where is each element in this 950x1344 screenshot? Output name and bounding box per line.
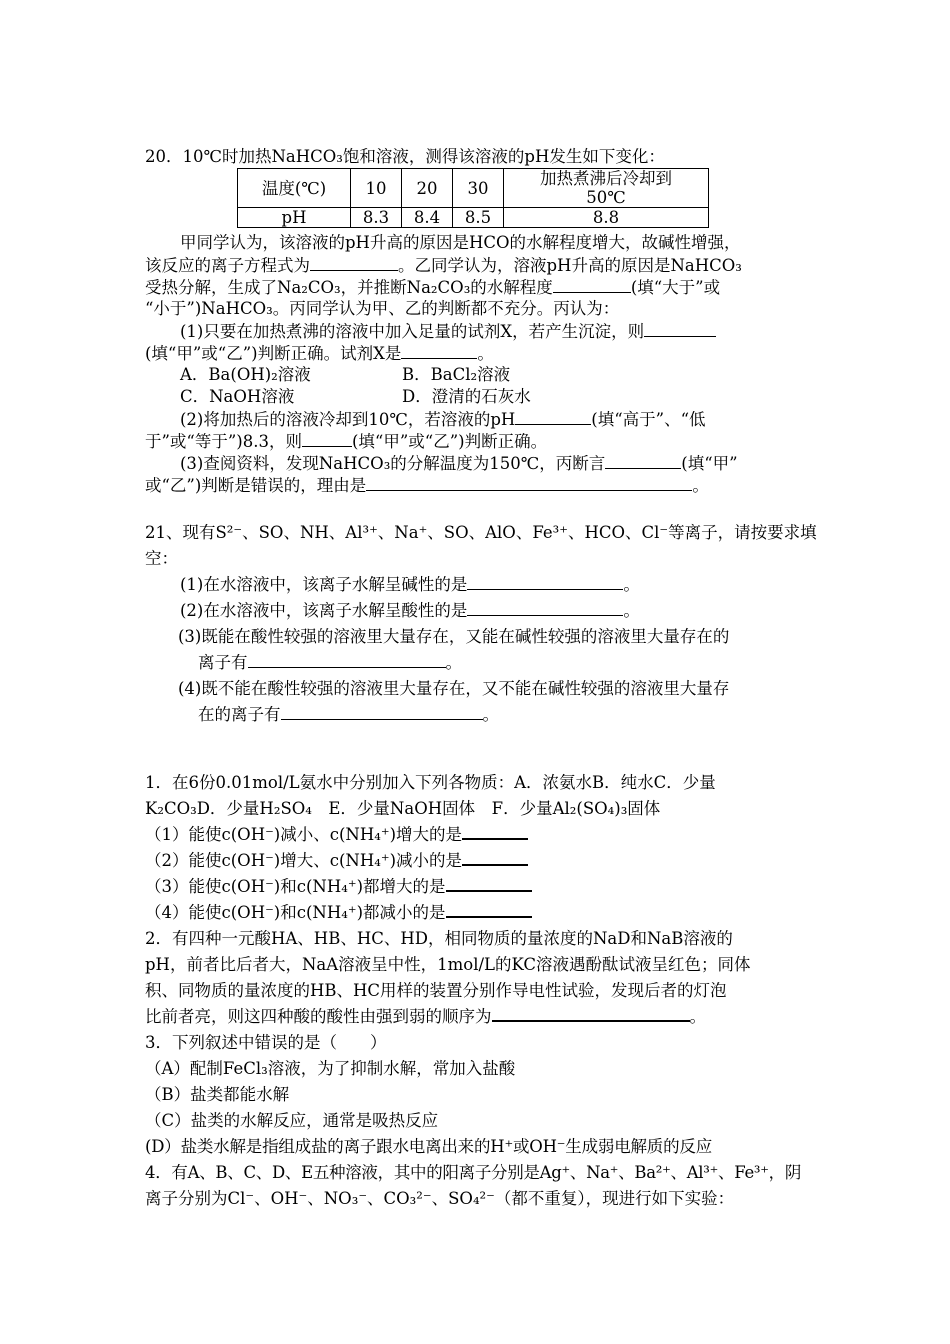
answer-blank[interactable] [644,320,716,337]
answer-blank[interactable] [462,822,528,840]
p3-option-b: （B）盐类都能水解 [145,1085,290,1104]
q20-options-cd: C．NaOH溶液 D．澄清的石灰水 [180,387,531,406]
answer-blank[interactable] [366,474,692,491]
ph-30: 8.5 [453,208,504,228]
answer-blank[interactable] [446,900,532,918]
p3-option-d: (D）盐类水解是指组成盐的离子跟水电离出来的H⁺或OH⁻生成弱电解质的反应 [145,1137,712,1156]
p2-line-3: 积、同物质的量浓度的HB、HC用样的装置分别作导电性试验，发现后者的灯泡 [145,981,727,1000]
q20-sub-3: (3)查阅资料，发现NaHCO₃的分解温度为150℃，丙断言 (填“甲” [180,454,738,473]
q21-sub-3: (3)既能在酸性较强的溶液里大量存在，又能在碱性较强的溶液里大量存在的 [178,627,730,646]
answer-blank[interactable] [302,430,352,447]
q21-sub-2: (2)在水溶液中，该离子水解呈酸性的是 。 [180,601,640,620]
q20-para-3: 受热分解，生成了Na₂CO₃，并推断Na₂CO₃的水解程度 (填“大于”或 [145,278,721,297]
temp-header: 温度(℃) [238,169,351,208]
p1-line-1: 1．在6份0.01mol/L氨水中分别加入下列各物质：A．浓氨水B．纯水C．少量 [145,773,716,792]
p3-option-c: （C）盐类的水解反应，通常是吸热反应 [145,1111,439,1130]
q20-para-2: 该反应的离子方程式为 。乙同学认为，溶液pH升高的原因是NaHCO₃ [145,256,742,275]
p1-sub-1: （1）能使c(OH⁻)减小、c(NH₄⁺)增大的是 [145,822,825,848]
answer-blank[interactable] [248,651,446,668]
answer-blank[interactable] [446,874,532,892]
ph-boiled: 8.8 [504,208,709,228]
q20-intro: 20．10℃时加热NaHCO₃饱和溶液，测得该溶液的pH发生如下变化： [145,147,665,166]
answer-blank[interactable] [515,408,591,425]
answer-blank[interactable] [605,452,681,469]
q21-sub-3-cont: 离子有 。 [198,653,462,672]
p3-option-a: （A）配制FeCl₃溶液，为了抑制水解，常加入盐酸 [145,1059,516,1078]
answer-blank[interactable] [401,342,477,359]
ph-20: 8.4 [402,208,453,228]
answer-blank[interactable] [553,276,631,293]
p1-line-2: K₂CO₃D．少量H₂SO₄ E．少量NaOH固体 F．少量Al₂(SO₄)₃固体 [145,799,661,818]
q21-intro-cont: 空： [145,549,178,568]
answer-blank[interactable] [467,599,623,616]
q20-para-4: “小于”)NaHCO₃。丙同学认为甲、乙的判断都不充分。丙认为： [145,299,620,318]
q20-sub-1: (1)只要在加热煮沸的溶液中加入足量的试剂X，若产生沉淀，则 [180,320,860,343]
ph-table [237,168,709,228]
temp-boiled: 加热煮沸后冷却到 50℃ [504,169,709,208]
p2-line-2: pH，前者比后者大，NaA溶液呈中性，1mol/L的KC溶液遇酚酞试液呈红色；同体 [145,955,751,974]
p1-sub-3: （3）能使c(OH⁻)和c(NH₄⁺)都增大的是 [145,874,825,900]
answer-blank[interactable] [310,254,398,271]
q20-sub-1-cont: (填“甲”或“乙”)判断正确。试剂X是 。 [145,344,494,363]
p2-line-1: 2．有四种一元酸HA、HB、HC、HD，相同物质的量浓度的NaD和NaB溶液的 [145,929,733,948]
q20-sub-2: (2)将加热后的溶液冷却到10℃，若溶液的pH (填“高于”、“低 [180,410,706,429]
q20-sub-3-cont: 或“乙”)判断是错误的，理由是 。 [145,476,709,495]
answer-blank[interactable] [462,848,528,866]
q20-para-1: 甲同学认为，该溶液的pH升高的原因是HCO的水解程度增大，故碱性增强， [180,233,741,252]
temp-20: 20 [402,169,453,208]
q21-sub-4: (4)既不能在酸性较强的溶液里大量存在，又不能在碱性较强的溶液里大量存 [178,679,730,698]
p3-question: 3．下列叙述中错误的是（ ） [145,1033,387,1052]
p1-sub-2: （2）能使c(OH⁻)增大、c(NH₄⁺)减小的是 [145,848,825,874]
q21-intro: 21、现有S²⁻、SO、NH、Al³⁺、Na⁺、SO、AlO、Fe³⁺、HCO、Cl⁻等离子，请按要求填 [145,523,817,542]
p1-sub-4: （4）能使c(OH⁻)和c(NH₄⁺)都减小的是 [145,900,825,926]
q20-options-ab: A．Ba(OH)₂溶液 B．BaCl₂溶液 [180,365,511,384]
p4-line-1: 4．有A、B、C、D、E五种溶液，其中的阳离子分别是Ag⁺、Na⁺、Ba²⁺、Al³⁺、Fe³⁺，阴 [145,1163,802,1182]
q21-sub-1: (1)在水溶液中，该离子水解呈碱性的是 。 [180,575,640,594]
p4-line-2: 离子分别为Cl⁻、OH⁻、NO₃⁻、CO₃²⁻、SO₄²⁻（都不重复），现进行如下实验： [145,1189,735,1208]
p2-line-4: 比前者亮，则这四种酸的酸性由强到弱的顺序为 。 [145,1004,825,1030]
temp-10: 10 [351,169,402,208]
temp-30: 30 [453,169,504,208]
ph-header: pH [238,208,351,228]
q20-sub-2-cont: 于”或“等于”)8.3，则 (填“甲”或“乙”)判断正确。 [145,432,548,451]
answer-blank[interactable] [492,1004,690,1022]
q21-sub-4-cont: 在的离子有 。 [198,705,499,724]
ph-10: 8.3 [351,208,402,228]
answer-blank[interactable] [281,703,483,720]
answer-blank[interactable] [467,573,623,590]
